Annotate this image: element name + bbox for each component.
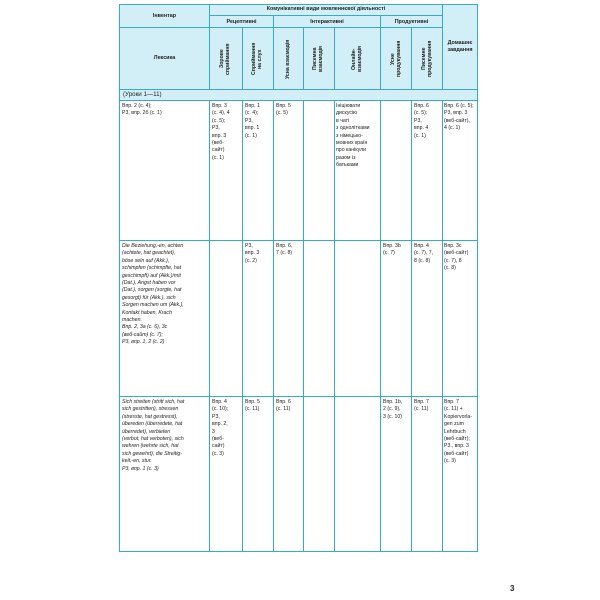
row-3-usna-text: Впр. 6 (с. 11) <box>276 399 291 413</box>
header-produktyvni: Продуктивні <box>394 19 429 25</box>
header-inventar: Інвентар <box>152 13 177 19</box>
header-receptyvni: Рецептивні <box>226 19 257 25</box>
row-3-sluh-text: Впр. 5 (с. 11) <box>245 399 260 413</box>
row-2-pysemna <box>303 240 335 397</box>
row-3-pysemna <box>303 396 335 552</box>
header-homework: Домашнє завдання <box>447 40 473 53</box>
col-header-usna: Усна взаємодія <box>285 39 291 79</box>
row-3-usna <box>273 396 304 552</box>
header-interaktyvni: Інтерактивні <box>310 19 344 25</box>
row-2-usna <box>273 240 304 397</box>
row-3-zorove-text: Впр. 4 (с. 10); Р3, впр. 2, 3 (веб- сайт) (с. 3) <box>212 399 229 457</box>
row-3-sluh <box>242 396 274 552</box>
col-header-pysemna: Писемна взаємодія <box>312 45 324 73</box>
row-2-usna-text: Впр. 6, 7 (с. 8) <box>276 243 293 257</box>
row-2-zorove <box>209 240 243 397</box>
row-3-usne-prod-text: Впр. 1b, 2 (с. 9), 3 (с. 10) <box>383 399 403 420</box>
row-1-zorove-text: Впр. 3 (с. 4), 4 (с. 5); Р3, впр. 3 (веб- сайт) (с. 1) <box>212 103 230 161</box>
header-komunik: Комунікативні види мовленнєвої діяльності <box>266 6 386 12</box>
row-1-usna-text: Впр. 5 (с. 5) <box>276 103 291 117</box>
row-1-usna <box>273 100 304 241</box>
page-number: 3 <box>510 584 515 593</box>
header-leksyka: Лексика <box>153 55 176 61</box>
row-2-sluh-text: Р3, впр. 3 (с. 2) <box>245 243 260 264</box>
row-1-usne-prod <box>380 100 412 241</box>
section-label: (Уроки 1—11) <box>123 91 162 98</box>
row-1-online-text: Ініціювати дискусію в чаті з однолітками з німецько- мовних країн про канікули разом із батьками <box>336 103 370 169</box>
row-1-pys-prod-text: Впр. 6 (с. 5); Р3, впр. 4 (с. 1) <box>414 103 429 139</box>
col-header-usne-prod: Усне продукування <box>390 40 402 78</box>
row-3-pys-prod <box>411 396 443 552</box>
row-1-pysemna <box>303 100 335 241</box>
col-header-online: Онлайн- взаємодія <box>351 45 363 73</box>
row-3-homework-text: Впр. 7 (с. 11) + Kopiervorla- gen zum Lehrbuch (веб-сайт); Р3., впр. 3 (веб-сайт) (с. 3) <box>444 399 472 465</box>
row-1-sluh-text: Впр. 1 (с. 4); Р3, впр. 1 (с. 1) <box>245 103 260 139</box>
row-2-usne-prod-text: Впр. 3b (с. 7) <box>383 243 401 257</box>
row-2-leksyka-text: Die Beziehung,-en, achten (achtete, hat geachtet), böse sein auf (Akk.), schimpfen (schimpfte, hat geschimpft) auf (Akk.)/mit (Dat.), Angst haben vor (Dat.), sorgen (sorgte, hat gesorgt) für (Akk.), sich Sorgen machen um (Akk.), Kontakt haben, Krach machen. Впр. 2, 3а (с. 6), 3с (веб-сайт) (с. 7); Р3, впр. 1, 2 (с. 2) <box>122 243 184 346</box>
row-3-online <box>334 396 381 552</box>
row-1-leksyka-text: Впр. 2 (с. 4); Р3, впр. 2б (с. 1) <box>122 103 162 117</box>
row-2-usne-prod <box>380 240 412 397</box>
col-header-sluh: Сприймання на слух <box>251 42 263 76</box>
row-2-online <box>334 240 381 397</box>
row-2-homework-text: Впр. 3с (веб-сайт) (с. 7), 8 (с. 8) <box>444 243 469 272</box>
row-1-homework-text: Впр. 6 (с. 5); Р3, впр. 3 (веб-сайт), 4 (с. 1) <box>444 103 474 132</box>
row-3-leksyka-text: Sich streiten (stritt sich, hat sich gestritten), stressen (stresste, hat gestresst), übereden (überredete, hat überredet), verbieten (verbot, hat verboten), sich wehren (wehrte sich, hat sich gewehrt), die Streitig- keit,-en, stur. Р3, впр. 1 (с. 3) <box>122 399 185 472</box>
row-1-leksyka <box>119 100 210 241</box>
row-3-pys-prod-text: Впр. 7 (с. 11) <box>414 399 429 413</box>
col-header-zorove: Зорове сприймання <box>219 43 231 75</box>
row-2-pys-prod-text: Впр. 4 (с. 7), 7, 8 (с. 8) <box>414 243 434 264</box>
col-header-pys-prod: Писемне продукування <box>421 40 433 78</box>
